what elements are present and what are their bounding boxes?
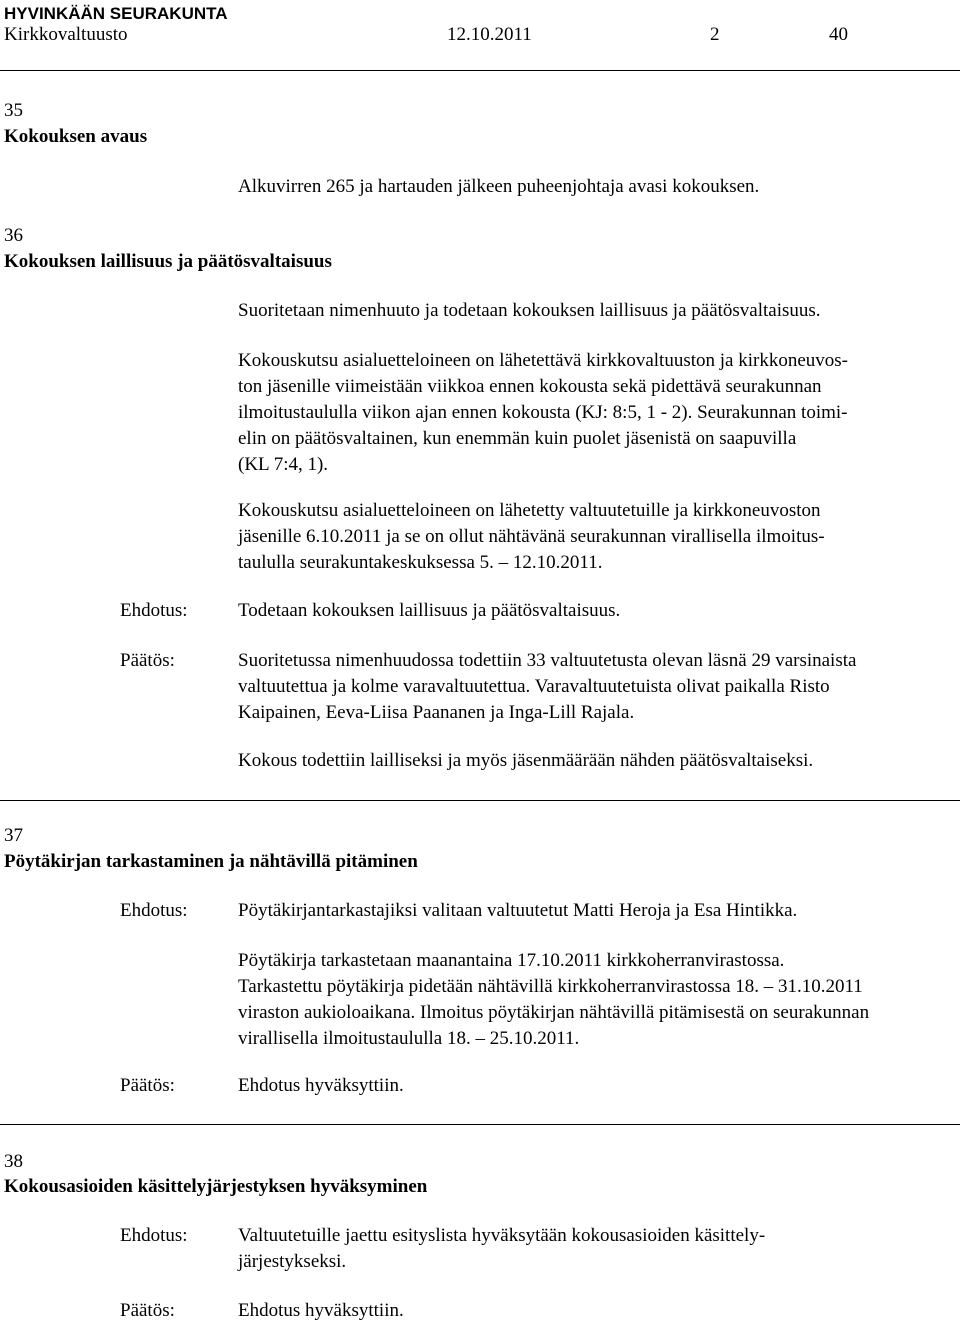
header-meeting-number: 2 [710,24,720,45]
section-36-decision-label: Päätös: [120,650,175,671]
organization-name: HYVINKÄÄN SEURAKUNTA [4,4,228,23]
text-line: järjestykseksi. [238,1251,347,1272]
text-line: viraston aukioloaikana. Ilmoitus pöytäkirjan nähtävillä pitämisestä on seurakunnan [238,1002,870,1023]
section-38-title: Kokousasioiden käsittelyjärjestyksen hyväksyminen [4,1176,428,1197]
text-line: ton jäsenille viimeistään viikkoa ennen kokousta sekä pidettävä seurakunnan [238,376,822,397]
text-line: elin on päätösvaltainen, kun enemmän kuin puolet jäsenistä on saapuvilla [238,428,797,449]
text-line: (KL 7:4, 1). [238,454,329,475]
text-line: jäsenille 6.10.2011 ja se on ollut nähtävänä seurakunnan virallisella ilmoitus- [238,526,825,547]
section-38-proposal [238,1223,952,1275]
section-36-closing: Kokous todettiin lailliseksi ja myös jäsenmäärään nähden päätösvaltaiseksi. [238,750,814,771]
text-line: taululla seurakuntakeskuksessa 5. – 12.10.2011. [238,552,603,573]
section-37-decision-label: Päätös: [120,1075,175,1096]
section-35-number: 35 [4,100,23,121]
header-page-number: 40 [829,24,848,45]
section-38-number: 38 [4,1151,23,1172]
section-36-paragraph-1 [238,348,952,478]
text-line: Kokouskutsu asialuetteloineen on lähetettävä kirkkovaltuuston ja kirkkoneuvos- [238,350,848,371]
header-date: 12.10.2011 [447,24,532,45]
section-37-number: 37 [4,825,23,846]
text-line: Pöytäkirja tarkastetaan maanantaina 17.10.2011 kirkkoherranvirastossa. [238,950,785,971]
section-37-decision: Ehdotus hyväksyttiin. [238,1075,404,1096]
text-line: Kaipainen, Eeva-Liisa Paananen ja Inga-Lill Rajala. [238,702,635,723]
text-line: Suoritetussa nimenhuudossa todettiin 33 valtuutetusta olevan läsnä 29 varsinaista [238,650,857,671]
text-line: Kokouskutsu asialuetteloineen on lähetetty valtuutetuille ja kirkkoneuvoston [238,500,821,521]
section-38-decision-label: Päätös: [120,1300,175,1321]
header-body: Kirkkovaltuusto [4,24,128,45]
section-separator [0,800,960,801]
section-37-proposal: Pöytäkirjantarkastajiksi valitaan valtuutetut Matti Heroja ja Esa Hintikka. [238,900,798,921]
section-separator [0,1124,960,1125]
section-36-number: 36 [4,225,23,246]
section-36-proposal: Todetaan kokouksen laillisuus ja päätösvaltaisuus. [238,600,621,621]
section-35-title: Kokouksen avaus [4,126,148,147]
text-line: Tarkastettu pöytäkirja pidetään nähtävillä kirkkoherranvirastossa 18. – 31.10.2011 [238,976,863,997]
text-line: virallisella ilmoitustaululla 18. – 25.10.2011. [238,1028,580,1049]
text-line: Valtuutetuille jaettu esityslista hyväksytään kokousasioiden käsittely- [238,1225,766,1246]
section-37-paragraph [238,948,960,1052]
section-38-proposal-label: Ehdotus: [120,1225,188,1246]
text-line: ilmoitustaululla viikon ajan ennen kokousta (KJ: 8:5, 1 - 2). Seurakunnan toimi- [238,402,848,423]
section-36-decision [238,648,960,726]
section-37-proposal-label: Ehdotus: [120,900,188,921]
section-38-decision: Ehdotus hyväksyttiin. [238,1300,404,1321]
section-36-paragraph-2 [238,498,952,576]
header-rule [0,70,960,71]
text-line: valtuutettua ja kolme varavaltuutettua. Varavaltuutetuista olivat paikalla Risto [238,676,830,697]
section-36-intro: Suoritetaan nimenhuuto ja todetaan kokouksen laillisuus ja päätösvaltaisuus. [238,300,821,321]
section-37-title: Pöytäkirjan tarkastaminen ja nähtävillä pitäminen [4,851,418,872]
section-36-title: Kokouksen laillisuus ja päätösvaltaisuus [4,251,332,272]
section-36-proposal-label: Ehdotus: [120,600,188,621]
section-35-text: Alkuvirren 265 ja hartauden jälkeen puheenjohtaja avasi kokouksen. [238,176,760,197]
